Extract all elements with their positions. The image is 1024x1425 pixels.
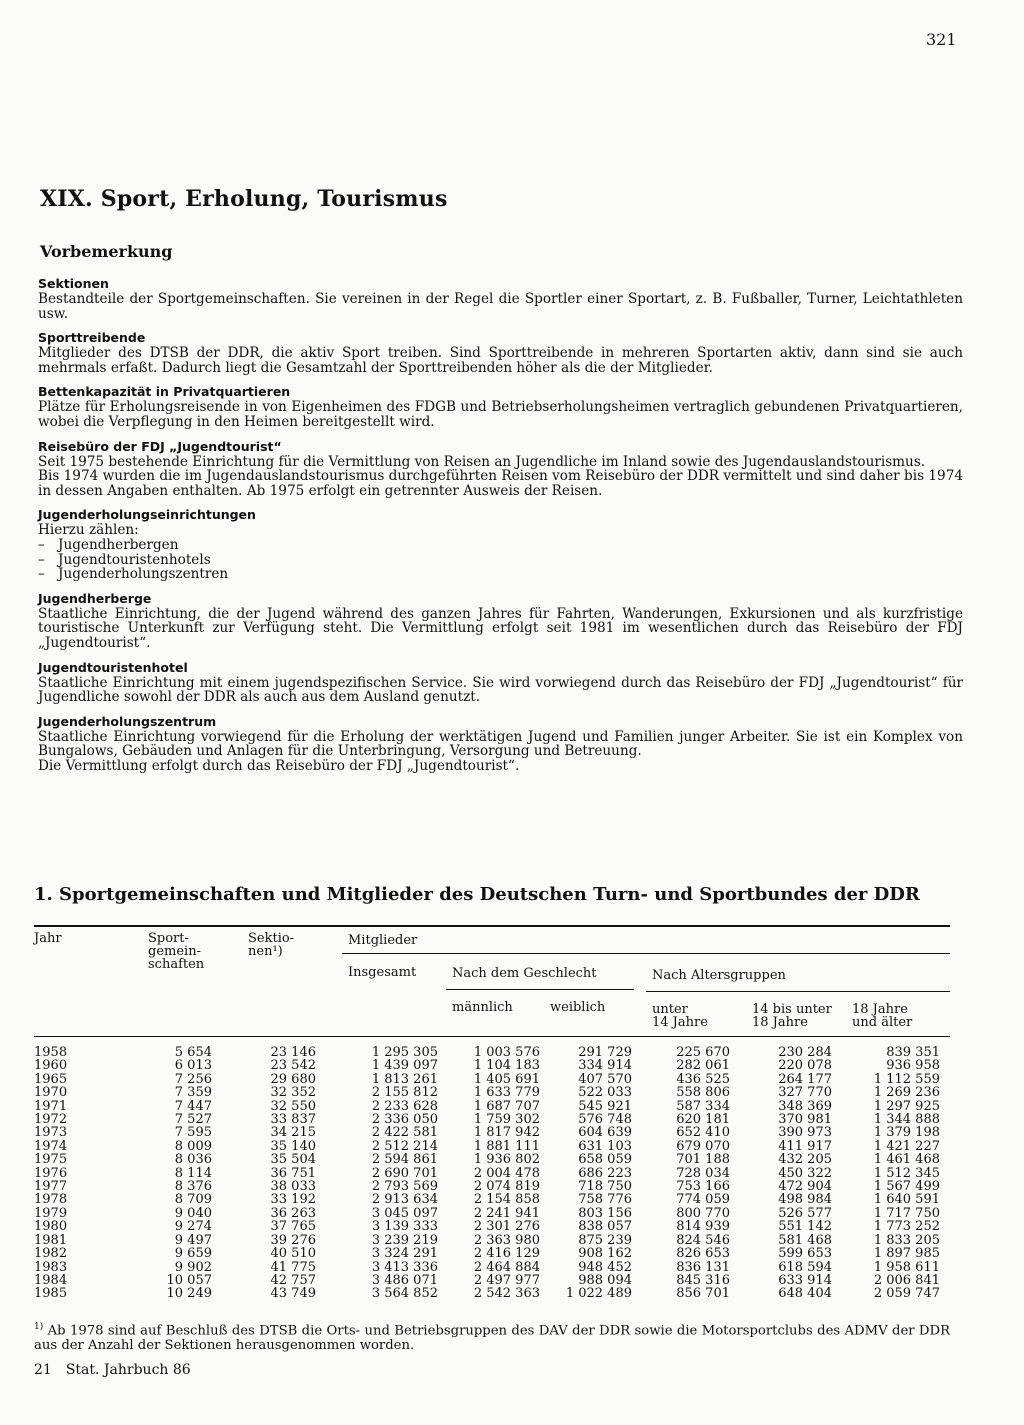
column-ab18 (832, 1046, 940, 1301)
definition-term: Reisebüro der FDJ „Jugendtourist“ (38, 438, 282, 454)
table-top-rule (34, 925, 950, 927)
table-cell: 3 564 852 (371, 1286, 438, 1302)
table-cell: 1 295 305 (371, 1045, 438, 1060)
table-cell: 1982 (34, 1246, 68, 1262)
table-cell: 9 902 (174, 1259, 212, 1275)
table-cell: 8 376 (174, 1179, 212, 1195)
footer-number: 21 (34, 1362, 52, 1378)
column-14bis18 (732, 1046, 832, 1301)
table-cell: 1984 (34, 1272, 68, 1288)
table-cell: 38 033 (270, 1179, 316, 1195)
column-maennlich (428, 1046, 540, 1301)
table-cell: 9 040 (174, 1205, 212, 1221)
table-cell: 3 239 219 (371, 1232, 438, 1248)
table-cell: 1 833 205 (873, 1232, 940, 1248)
table-cell: 1 881 111 (473, 1138, 540, 1154)
table-cell: 679 070 (676, 1138, 730, 1154)
table-cell: 5 654 (174, 1045, 212, 1060)
table-cell: 9 497 (174, 1232, 212, 1248)
table-cell: 8 709 (174, 1192, 212, 1208)
table-cell: 1975 (34, 1152, 68, 1168)
table-cell: 1 112 559 (873, 1071, 940, 1087)
table-cell: 1 687 707 (473, 1098, 540, 1114)
table-cell: 1981 (34, 1232, 68, 1248)
table-cell: 948 452 (578, 1259, 632, 1275)
table-cell: 1 003 576 (473, 1045, 540, 1060)
page-number: 321 (926, 30, 957, 49)
chapter-title: XIX. Sport, Erholung, Tourismus (40, 186, 448, 212)
table-cell: 581 468 (778, 1232, 832, 1248)
table-cell: 1983 (34, 1259, 68, 1275)
footer-source: Stat. Jahrbuch 86 (65, 1362, 191, 1378)
table-cell: 8 009 (174, 1138, 212, 1154)
table-cell: 23 542 (270, 1058, 316, 1074)
table-cell: 2 594 861 (371, 1152, 438, 1168)
table-cell: 803 156 (578, 1205, 632, 1221)
column-insgesamt (326, 1046, 438, 1301)
column-sportgemeinschaften (120, 1046, 212, 1301)
table-cell: 838 057 (578, 1219, 632, 1235)
table-cell: 36 263 (270, 1205, 316, 1221)
table-cell: 1 567 499 (873, 1179, 940, 1195)
definition-paragraph: Staatliche Einrichtung mit einem jugendspezifischen Service. Sie wird vorwiegend durch das Reisebüro der FDJ „Jugendtourist“ für Jugendliche sowohl der DDR als auch aus dem Ausland genutzt. (38, 674, 963, 706)
header-insgesamt: Insgesamt (348, 965, 417, 980)
table-cell: 472 904 (778, 1179, 832, 1195)
table-cell: 390 973 (778, 1125, 832, 1141)
header-14bis18: 14 bis unter 18 Jahre (752, 1002, 832, 1030)
definition-text (38, 730, 963, 774)
column-unter14 (632, 1046, 730, 1301)
table-cell: 875 239 (578, 1232, 632, 1248)
table-cell: 334 914 (578, 1058, 632, 1074)
table-cell: 845 316 (676, 1272, 730, 1288)
table-cell: 2 074 819 (473, 1179, 540, 1195)
table-cell: 1958 (34, 1045, 68, 1060)
table-cell: 2 336 050 (371, 1112, 438, 1128)
table-cell: 7 595 (174, 1125, 212, 1141)
definition-paragraph: Mitglieder des DTSB der DDR, die aktiv Sport treiben. Sind Sporttreibende in mehreren Sportarten aktiv, dann sind sie auch mehrmals erfaßt. Dadurch liegt die Gesamtzahl der Sporttreibenden höher als die der Mitglieder. (38, 345, 963, 376)
table-cell: 1 104 183 (473, 1058, 540, 1074)
table-cell: 41 775 (270, 1259, 316, 1275)
definition-list (38, 538, 963, 582)
table-cell: 370 981 (778, 1112, 832, 1128)
definition-text (38, 400, 963, 429)
table-cell: 2 233 628 (371, 1098, 438, 1114)
table-cell: 545 921 (578, 1098, 632, 1114)
table-cell: 3 139 333 (371, 1219, 438, 1235)
table-cell: 648 404 (778, 1286, 832, 1302)
table-cell: 23 146 (270, 1045, 316, 1060)
definitions-section (38, 276, 963, 782)
definition-paragraph: Staatliche Einrichtung, die der Jugend während des ganzen Jahres für Fahrten, Wanderungen, Exkursionen und als kurzfristige touristische Unterkunft zur Verfügung steht. Die Vermittlung erfolgt seit 1981 im wesentlichen durch das Reisebüro der FDJ „Jugendtourist“. (38, 605, 963, 651)
table-cell: 2 542 363 (473, 1286, 540, 1302)
table-cell: 436 525 (676, 1071, 730, 1087)
table-cell: 2 512 214 (371, 1138, 438, 1154)
definition-term: Sporttreibende (38, 330, 146, 346)
table-cell: 1979 (34, 1205, 68, 1221)
table-cell: 2 241 941 (473, 1205, 540, 1221)
table-title: 1. Sportgemeinschaften und Mitglieder des Deutschen Turn- und Sportbundes der DDR (34, 884, 920, 905)
table-cell: 1 379 198 (873, 1125, 940, 1141)
table-cell: 2 416 129 (473, 1246, 540, 1262)
table-cell: 633 914 (778, 1272, 832, 1288)
table-cell: 1 405 691 (473, 1071, 540, 1087)
definition-paragraph: Hierzu zählen: (38, 522, 139, 539)
footnote-marker: 1) (34, 1322, 44, 1332)
table-cell: 718 750 (578, 1179, 632, 1195)
table-cell: 1978 (34, 1192, 68, 1208)
definition-block (38, 660, 963, 705)
table-cell: 1976 (34, 1165, 68, 1181)
table-cell: 1 817 942 (473, 1125, 540, 1141)
table-cell: 35 140 (270, 1138, 316, 1154)
table-cell: 988 094 (578, 1272, 632, 1288)
table-cell: 1 022 489 (565, 1286, 632, 1302)
table-cell: 2 301 276 (473, 1219, 540, 1235)
table-cell: 908 162 (578, 1246, 632, 1262)
column-weiblich (530, 1046, 632, 1301)
table-cell: 1970 (34, 1085, 68, 1101)
header-unter14: unter 14 Jahre (652, 1002, 708, 1030)
table-cell: 8 036 (174, 1152, 212, 1168)
table-cell: 3 045 097 (371, 1205, 438, 1221)
table-cell: 9 659 (174, 1246, 212, 1262)
table-cell: 3 324 291 (371, 1246, 438, 1262)
definition-block (38, 507, 963, 581)
table-cell: 1 269 236 (873, 1085, 940, 1101)
table-cell: 604 639 (578, 1125, 632, 1141)
definition-paragraph: Seit 1975 bestehende Einrichtung für die Vermittlung von Reisen an Jugendliche im Inland sowie des Jugendauslandstourismus. (38, 453, 926, 470)
table-cell: 2 422 581 (371, 1125, 438, 1141)
definition-block (38, 591, 963, 651)
header-ab18: 18 Jahre und älter (852, 1002, 913, 1030)
column-sektionen (222, 1046, 316, 1301)
table-cell: 2 155 812 (371, 1085, 438, 1101)
table-cell: 411 917 (778, 1138, 832, 1154)
table-cell: 2 464 884 (473, 1259, 540, 1275)
table-cell: 800 770 (676, 1205, 730, 1221)
page-footer (34, 1362, 191, 1378)
table-cell: 450 322 (778, 1165, 832, 1181)
table-cell: 631 103 (578, 1138, 632, 1154)
table-cell: 36 751 (270, 1165, 316, 1181)
table-cell: 758 776 (578, 1192, 632, 1208)
header-sportgemeinschaften: Sport- gemein- schaften (148, 931, 205, 972)
table-cell: 1 640 591 (873, 1192, 940, 1208)
table-cell: 10 057 (166, 1272, 212, 1288)
table-cell: 32 550 (270, 1098, 316, 1114)
table-cell: 348 369 (778, 1098, 832, 1114)
table-cell: 1971 (34, 1098, 68, 1114)
header-bottom-rule (34, 1036, 950, 1037)
table-cell: 1 439 097 (371, 1058, 438, 1074)
table-cell: 824 546 (676, 1232, 730, 1248)
table-cell: 1974 (34, 1138, 68, 1154)
definition-paragraph: Plätze für Erholungsreisende in von Eigenheimen des FDGB und Betriebserholungsheimen vertraglich gebundenen Privatquartieren, wobei die Verpflegung in den Heimen bereitgestellt wird. (38, 399, 963, 430)
definition-paragraph: Bis 1974 wurden die im Jugendauslandstourismus durchgeführten Reisen vom Reisebüro der DDR vermittelt und sind daher bis 1974 in dessen Angaben enthalten. Ab 1975 erfolgt ein getrennter Ausweis der Reisen. (38, 468, 963, 499)
table-cell: 753 166 (676, 1179, 730, 1195)
table-cell: 1 461 468 (873, 1152, 940, 1168)
table-cell: 43 749 (270, 1286, 316, 1302)
table-cell: 839 351 (886, 1045, 940, 1060)
table-cell: 3 486 071 (371, 1272, 438, 1288)
table-cell: 220 078 (778, 1058, 832, 1074)
definition-term: Sektionen (38, 276, 109, 291)
table-cell: 3 413 336 (371, 1259, 438, 1275)
table-cell: 32 352 (270, 1085, 316, 1101)
header-sektionen: Sektio- nen¹) (248, 931, 295, 959)
table-cell: 33 192 (270, 1192, 316, 1208)
vorbemerkung-heading: Vorbemerkung (40, 242, 173, 261)
rule-geschlecht (446, 989, 634, 990)
table-cell: 7 527 (174, 1112, 212, 1128)
footnote (34, 1320, 950, 1354)
table-cell: 1 936 802 (473, 1152, 540, 1168)
table-cell: 6 013 (174, 1058, 212, 1074)
table-cell: 2 690 701 (371, 1165, 438, 1181)
table-cell: 658 059 (578, 1152, 632, 1168)
definition-term: Jugenderholungszentrum (38, 713, 217, 729)
table-cell: 1972 (34, 1112, 68, 1128)
table-cell: 2 793 569 (371, 1179, 438, 1195)
table-cell: 1 633 779 (473, 1085, 540, 1101)
table-cell: 2 913 634 (371, 1192, 438, 1208)
table-cell: 2 363 980 (473, 1232, 540, 1248)
table-cell: 1 897 985 (873, 1246, 940, 1262)
table-cell: 936 958 (886, 1058, 940, 1074)
table-cell: 558 806 (676, 1085, 730, 1101)
definition-block (38, 276, 963, 321)
table-cell: 1977 (34, 1179, 68, 1195)
table-cell: 230 284 (778, 1045, 832, 1060)
definition-list-item: – Jugendherbergen (38, 538, 963, 553)
table-cell: 40 510 (270, 1246, 316, 1262)
table-cell: 836 131 (676, 1259, 730, 1275)
table-cell: 1 717 750 (873, 1205, 940, 1221)
table-cell: 2 006 841 (873, 1272, 940, 1288)
table-cell: 1 344 888 (873, 1112, 940, 1128)
header-altersgruppen: Nach Altersgruppen (652, 968, 786, 983)
table-cell: 7 447 (174, 1098, 212, 1114)
header-weiblich: weiblich (550, 1000, 606, 1015)
table-cell: 2 004 478 (473, 1165, 540, 1181)
table-cell: 264 177 (778, 1071, 832, 1087)
table-cell: 686 223 (578, 1165, 632, 1181)
definition-text (38, 292, 963, 321)
rule-mitglieder (342, 953, 950, 954)
table-cell: 42 757 (270, 1272, 316, 1288)
definition-paragraph: Die Vermittlung erfolgt durch das Reisebüro der FDJ „Jugendtourist“. (38, 757, 520, 774)
table-cell: 551 142 (778, 1219, 832, 1235)
table-cell: 282 061 (676, 1058, 730, 1074)
table-cell: 291 729 (578, 1045, 632, 1060)
definition-block (38, 330, 963, 375)
definition-block (38, 714, 963, 774)
table-cell: 522 033 (578, 1085, 632, 1101)
table-cell: 1 773 252 (873, 1219, 940, 1235)
table-cell: 10 249 (166, 1286, 212, 1302)
definition-text (38, 346, 963, 375)
table-cell: 1985 (34, 1286, 68, 1302)
definition-text (38, 676, 963, 705)
table-cell: 701 188 (676, 1152, 730, 1168)
table-cell: 1973 (34, 1125, 68, 1141)
table-cell: 407 570 (578, 1071, 632, 1087)
table-cell: 599 653 (778, 1246, 832, 1262)
header-mitglieder: Mitglieder (348, 933, 418, 948)
definition-term: Jugendtouristenhotel (38, 659, 188, 675)
table-cell: 1 813 261 (371, 1071, 438, 1087)
table-cell: 1980 (34, 1219, 68, 1235)
table-cell: 7 256 (174, 1071, 212, 1087)
table-cell: 1 297 925 (873, 1098, 940, 1114)
rule-altersgruppen (646, 991, 950, 992)
table-cell: 618 594 (778, 1259, 832, 1275)
header-jahr: Jahr (34, 931, 62, 946)
table-cell: 327 770 (778, 1085, 832, 1101)
table-cell: 2 059 747 (873, 1286, 940, 1302)
table-cell: 2 154 858 (473, 1192, 540, 1208)
table-cell: 9 274 (174, 1219, 212, 1235)
table-cell: 7 359 (174, 1085, 212, 1101)
table-cell: 856 701 (676, 1286, 730, 1302)
definition-term: Jugenderholungseinrichtungen (38, 507, 256, 523)
definition-list-item: – Jugendtouristenhotels (38, 553, 963, 568)
definition-block (38, 439, 963, 499)
table-cell: 814 939 (676, 1219, 730, 1235)
table-cell: 652 410 (676, 1125, 730, 1141)
definition-paragraph: Staatliche Einrichtung vorwiegend für die Erholung der werktätigen Jugend und Familien junger Arbeiter. Sie ist ein Komplex von Bungalows, Gebäuden und Anlagen für die Unterbringung, Versorgung und Betreuung. (38, 728, 963, 760)
table-cell: 34 215 (270, 1125, 316, 1141)
definition-text (38, 523, 963, 538)
table-cell: 29 680 (270, 1071, 316, 1087)
table-cell: 8 114 (174, 1165, 212, 1181)
table-cell: 620 181 (676, 1112, 730, 1128)
definition-term: Bettenkapazität in Privatquartieren (38, 384, 291, 400)
header-geschlecht: Nach dem Geschlecht (452, 966, 597, 981)
table-cell: 1 512 345 (873, 1165, 940, 1181)
table-cell: 225 670 (676, 1045, 730, 1060)
definition-text (38, 455, 963, 499)
definition-text (38, 607, 963, 651)
table-cell: 1960 (34, 1058, 68, 1074)
table-cell: 39 276 (270, 1232, 316, 1248)
table-cell: 526 577 (778, 1205, 832, 1221)
definition-paragraph: Bestandteile der Sportgemeinschaften. Sie vereinen in der Regel die Sportler einer Sportart, z. B. Fußballer, Turner, Leichtathleten usw. (38, 291, 963, 322)
header-maennlich: männlich (452, 1000, 513, 1015)
table-cell: 432 205 (778, 1152, 832, 1168)
table-cell: 37 765 (270, 1219, 316, 1235)
table-cell: 1 759 302 (473, 1112, 540, 1128)
column-jahr (34, 1046, 94, 1301)
footnote-text: Ab 1978 sind auf Beschluß des DTSB die Orts- und Betriebsgruppen des DAV der DDR sowie die Motorsportclubs des ADMV der DDR aus der Anzahl der Sektionen herausgenommen worden. (34, 1323, 950, 1353)
definition-block (38, 384, 963, 429)
table-cell: 1 958 611 (873, 1259, 940, 1275)
table-cell: 576 748 (578, 1112, 632, 1128)
table-cell: 774 059 (676, 1192, 730, 1208)
table-cell: 826 653 (676, 1246, 730, 1262)
table-cell: 498 984 (778, 1192, 832, 1208)
definition-list-item: – Jugenderholungszentren (38, 567, 963, 582)
table-cell: 1965 (34, 1071, 68, 1087)
table-cell: 728 034 (676, 1165, 730, 1181)
definition-term: Jugendherberge (38, 590, 152, 606)
table-cell: 33 837 (270, 1112, 316, 1128)
table-cell: 1 421 227 (873, 1138, 940, 1154)
table-cell: 35 504 (270, 1152, 316, 1168)
table-cell: 587 334 (676, 1098, 730, 1114)
table-cell: 2 497 977 (473, 1272, 540, 1288)
